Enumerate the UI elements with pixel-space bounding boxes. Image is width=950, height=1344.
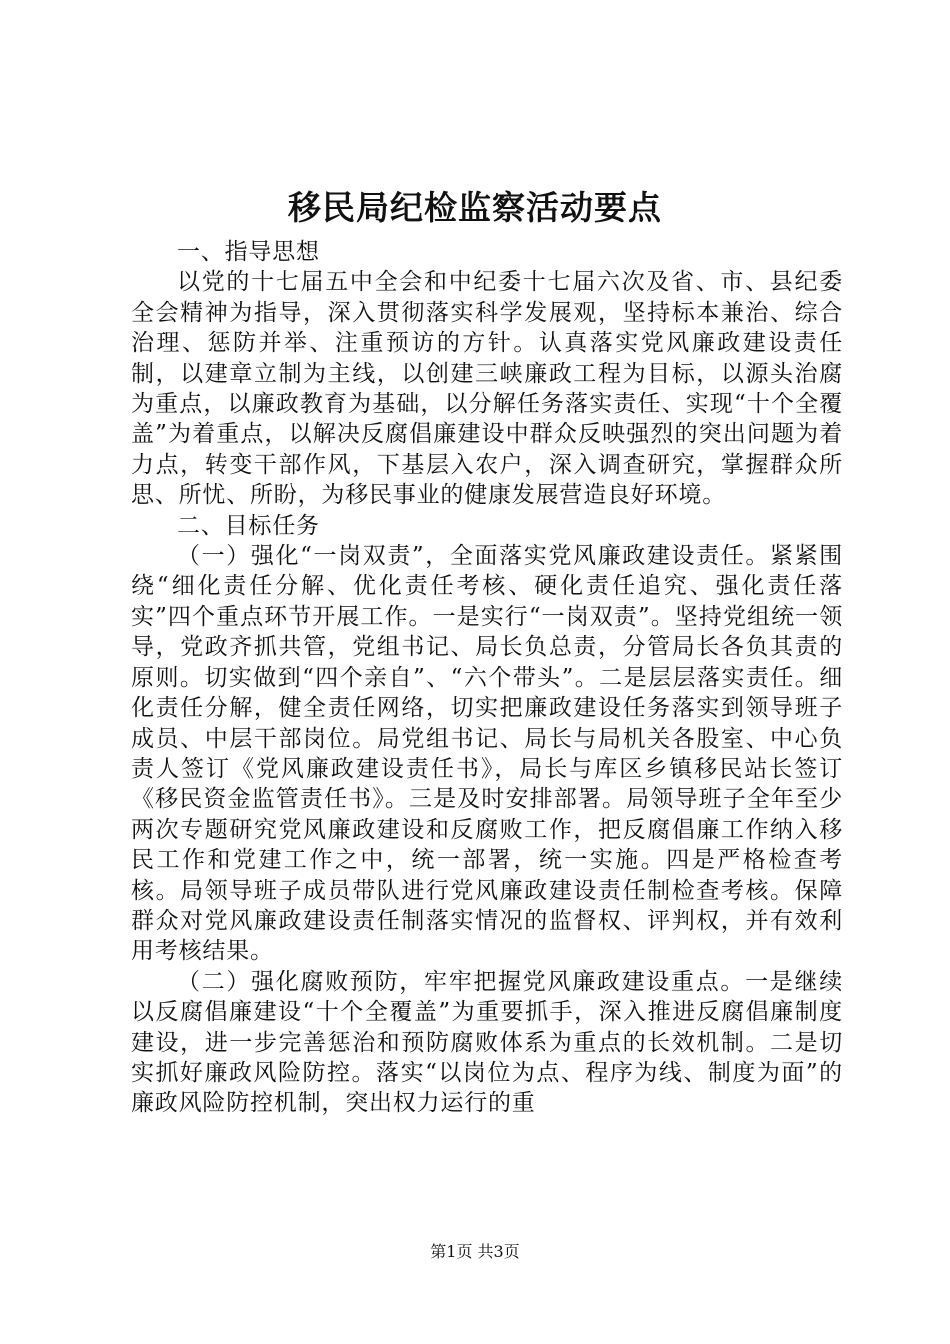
page-footer: 第1页 共3页	[430, 1242, 520, 1261]
paragraph-guiding-ideology: 以党的十七届五中全会和中纪委十七届六次及省、市、县纪委全会精神为指导，深入贯彻落实科学发展观，坚持标本兼治、综合治理、惩防并举、注重预访的方针。认真落实党风廉政建设责任制，以建章立制为主线，以创建三峡廉政工程为目标，以源头治腐为重点，以廉政教育为基础，以分解任务落实责任、实现“十个全覆盖”为着重点，以解决反腐倡廉建设中群众反映强烈的突出问题为着力点，转变干部作风，下基层入农户，深入调查研究，掌握群众所思、所忧、所盼，为移民事业的健康发展营造良好环境。	[131, 269, 843, 509]
paragraph-item-2: （二）强化腐败预防，牢牢把握党风廉政建设重点。一是继续以反腐倡廉建设“十个全覆盖”为重要抓手，深入推进反腐倡廉制度建设，进一步完善惩治和预防腐败体系为重点的长效机制。二是切实抓好廉政风险防控。落实“以岗位为点、程序为线、制度为面”的廉政风险防控机制，突出权力运行的重	[131, 968, 843, 1117]
section-heading-guiding-ideology: 一、指导思想	[177, 239, 320, 265]
document-body	[131, 237, 843, 1119]
section-heading-goals-tasks: 二、目标任务	[177, 512, 320, 539]
document-title: 移民局纪检监察活动要点	[288, 188, 662, 227]
paragraph-item-1: （一）强化“一岗双责”，全面落实党风廉政建设责任。紧紧围绕“细化责任分解、优化责任考核、硬化责任追究、强化责任落实”四个重点环节开展工作。一是实行“一岗双责”。坚持党组统一领导，党政齐抓共管，党组书记、局长负总责，分管局长各负其责的原则。切实做到“四个亲自”、“六个带头”。二是层层落实责任。细化责任分解，健全责任网络，切实把廉政建设任务落实到领导班子成员、中层干部岗位。局党组书记、局长与局机关各股室、中心负责人签订《党风廉政建设责任书》，局长与库区乡镇移民站长签订《移民资金监管责任书》。三是及时安排部署。局领导班子全年至少两次专题研究党风廉政建设和反腐败工作，把反腐倡廉工作纳入移民工作和党建工作之中，统一部署，统一实施。四是严格检查考核。局领导班子成员带队进行党风廉政建设责任制检查考核。保障群众对党风廉政建设责任制落实情况的监督权、评判权，并有效利用考核结果。	[131, 543, 843, 965]
